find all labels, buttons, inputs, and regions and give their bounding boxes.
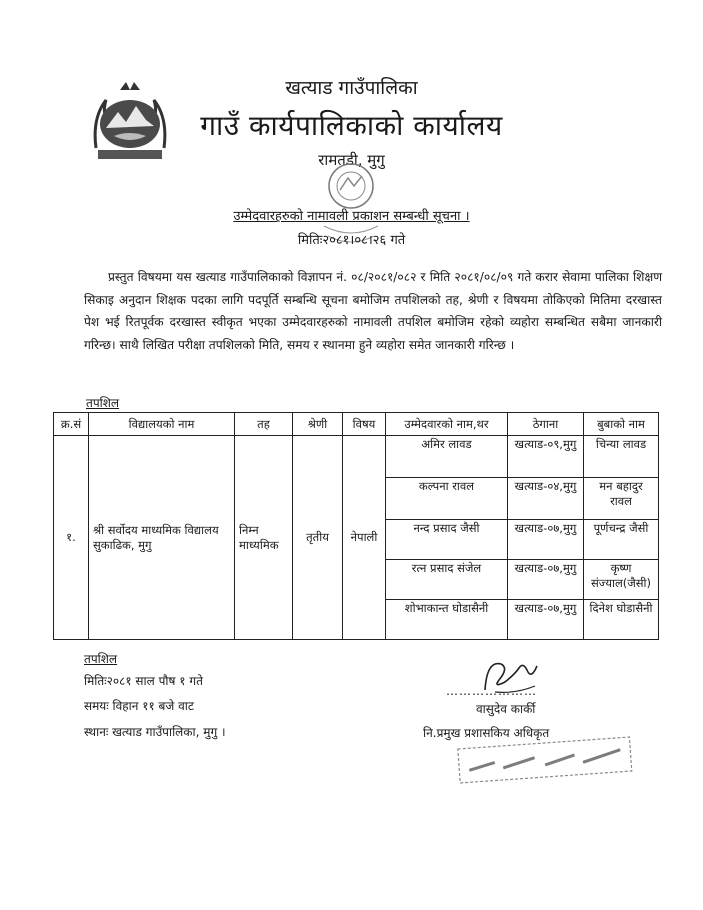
table-row [54,436,659,478]
candidate-name: अमिर लावड [386,436,508,478]
office-address: रामतडी, मुगु [318,151,385,169]
table-caption: तपशिल [86,396,120,410]
candidate-father: मन बहादुर रावल [584,478,659,520]
exam-date: मितिः२०८१ साल पौष १ गते [84,674,203,688]
candidate-name: नन्द प्रसाद जैसी [386,520,508,560]
candidate-address: खत्याड-०४,मुगु [508,478,584,520]
signature-line: ………………… [446,684,537,698]
level-cell: निम्न माध्यमिक [235,436,293,640]
col-header-grade: श्रेणी [293,413,343,436]
exam-place: स्थानः खत्याड गाउँपालिका, मुगु । [84,725,226,739]
candidate-father: दिनेश घोडासैनी [584,600,659,640]
signatory-name: वासुदेव कार्की [476,702,536,716]
candidate-father: चिन्या लावड [584,436,659,478]
candidate-name: शोभाकान्त घोडासैनी [386,600,508,640]
col-header-address: ठेगाना [508,413,584,436]
grade-cell: तृतीय [293,436,343,640]
candidate-address: खत्याड-०७,मुगु [508,600,584,640]
office-title: गाउँ कार्यपालिकाको कार्यालय [200,109,503,142]
notice-date: मितिः२०८१।०८।२६ गते [297,233,406,248]
candidate-name: रत्न प्रसाद संजेल [386,560,508,600]
school-cell: श्री सर्वोदय माध्यमिक विद्यालय सुकाढिक, मुगु [89,436,235,640]
exam-time: समयः विहान ११ बजे वाट [84,699,194,713]
notice-subject: उम्मेदवारहरुको नामावली प्रकाशन सम्बन्धी सूचना । [233,209,470,224]
exam-caption: तपशिल [84,652,118,666]
candidate-address: खत्याड-०७,मुगु [508,560,584,600]
serial-cell: १. [54,436,89,640]
candidate-father: पूर्णचन्द्र जैसी [584,520,659,560]
col-header-subject: विषय [343,413,386,436]
body-paragraph: प्रस्तुत विषयमा यस खत्याड गाउँपालिकाको विज्ञापन नं. ०८/२०८१/०८२ र मिति २०८१/०८/०९ गते करार सेवामा पालिका शिक्षण सिकाइ अनुदान शिक्षक पदका लागि पदपूर्ति सम्बन्धि सूचना बमोजिम तपशिलको तह, श्रेणी र विषयमा तोकिएको मितिमा दरखास्त पेश भई रितपूर्वक दरखास्त स्वीकृत भएका उम्मेदवारहरुको नामावली तपशिल बमोजिम रहेको व्यहोरा सम्बन्धित सबैमा जानकारी गरिन्छ। साथै लिखित परीक्षा तपशिलको मिति, समय र स्थानमा हुने व्यहोरा समेत जानकारी गरिन्छ । [84,270,662,352]
col-header-level: तह [235,413,293,436]
candidate-father: कृष्ण संज्याल(जैसी) [584,560,659,600]
col-header-school: विद्यालयको नाम [89,413,235,436]
candidates-table [53,412,659,640]
candidate-name: कल्पना रावल [386,478,508,520]
officer-stamp [455,735,635,791]
candidate-address: खत्याड-०९,मुगु [508,436,584,478]
candidate-address: खत्याड-०७,मुगु [508,520,584,560]
col-header-father: बुबाको नाम [584,413,659,436]
signatory-title: नि.प्रमुख प्रशासकिय अधिकृत [423,726,550,740]
subject-cell: नेपाली [343,436,386,640]
col-header-candidate: उम्मेदवारको नाम,थर [386,413,508,436]
col-header-serial: क्र.सं [54,413,89,436]
municipality-name: खत्याड गाउँपालिका [285,77,418,99]
table-header-row [54,413,659,436]
